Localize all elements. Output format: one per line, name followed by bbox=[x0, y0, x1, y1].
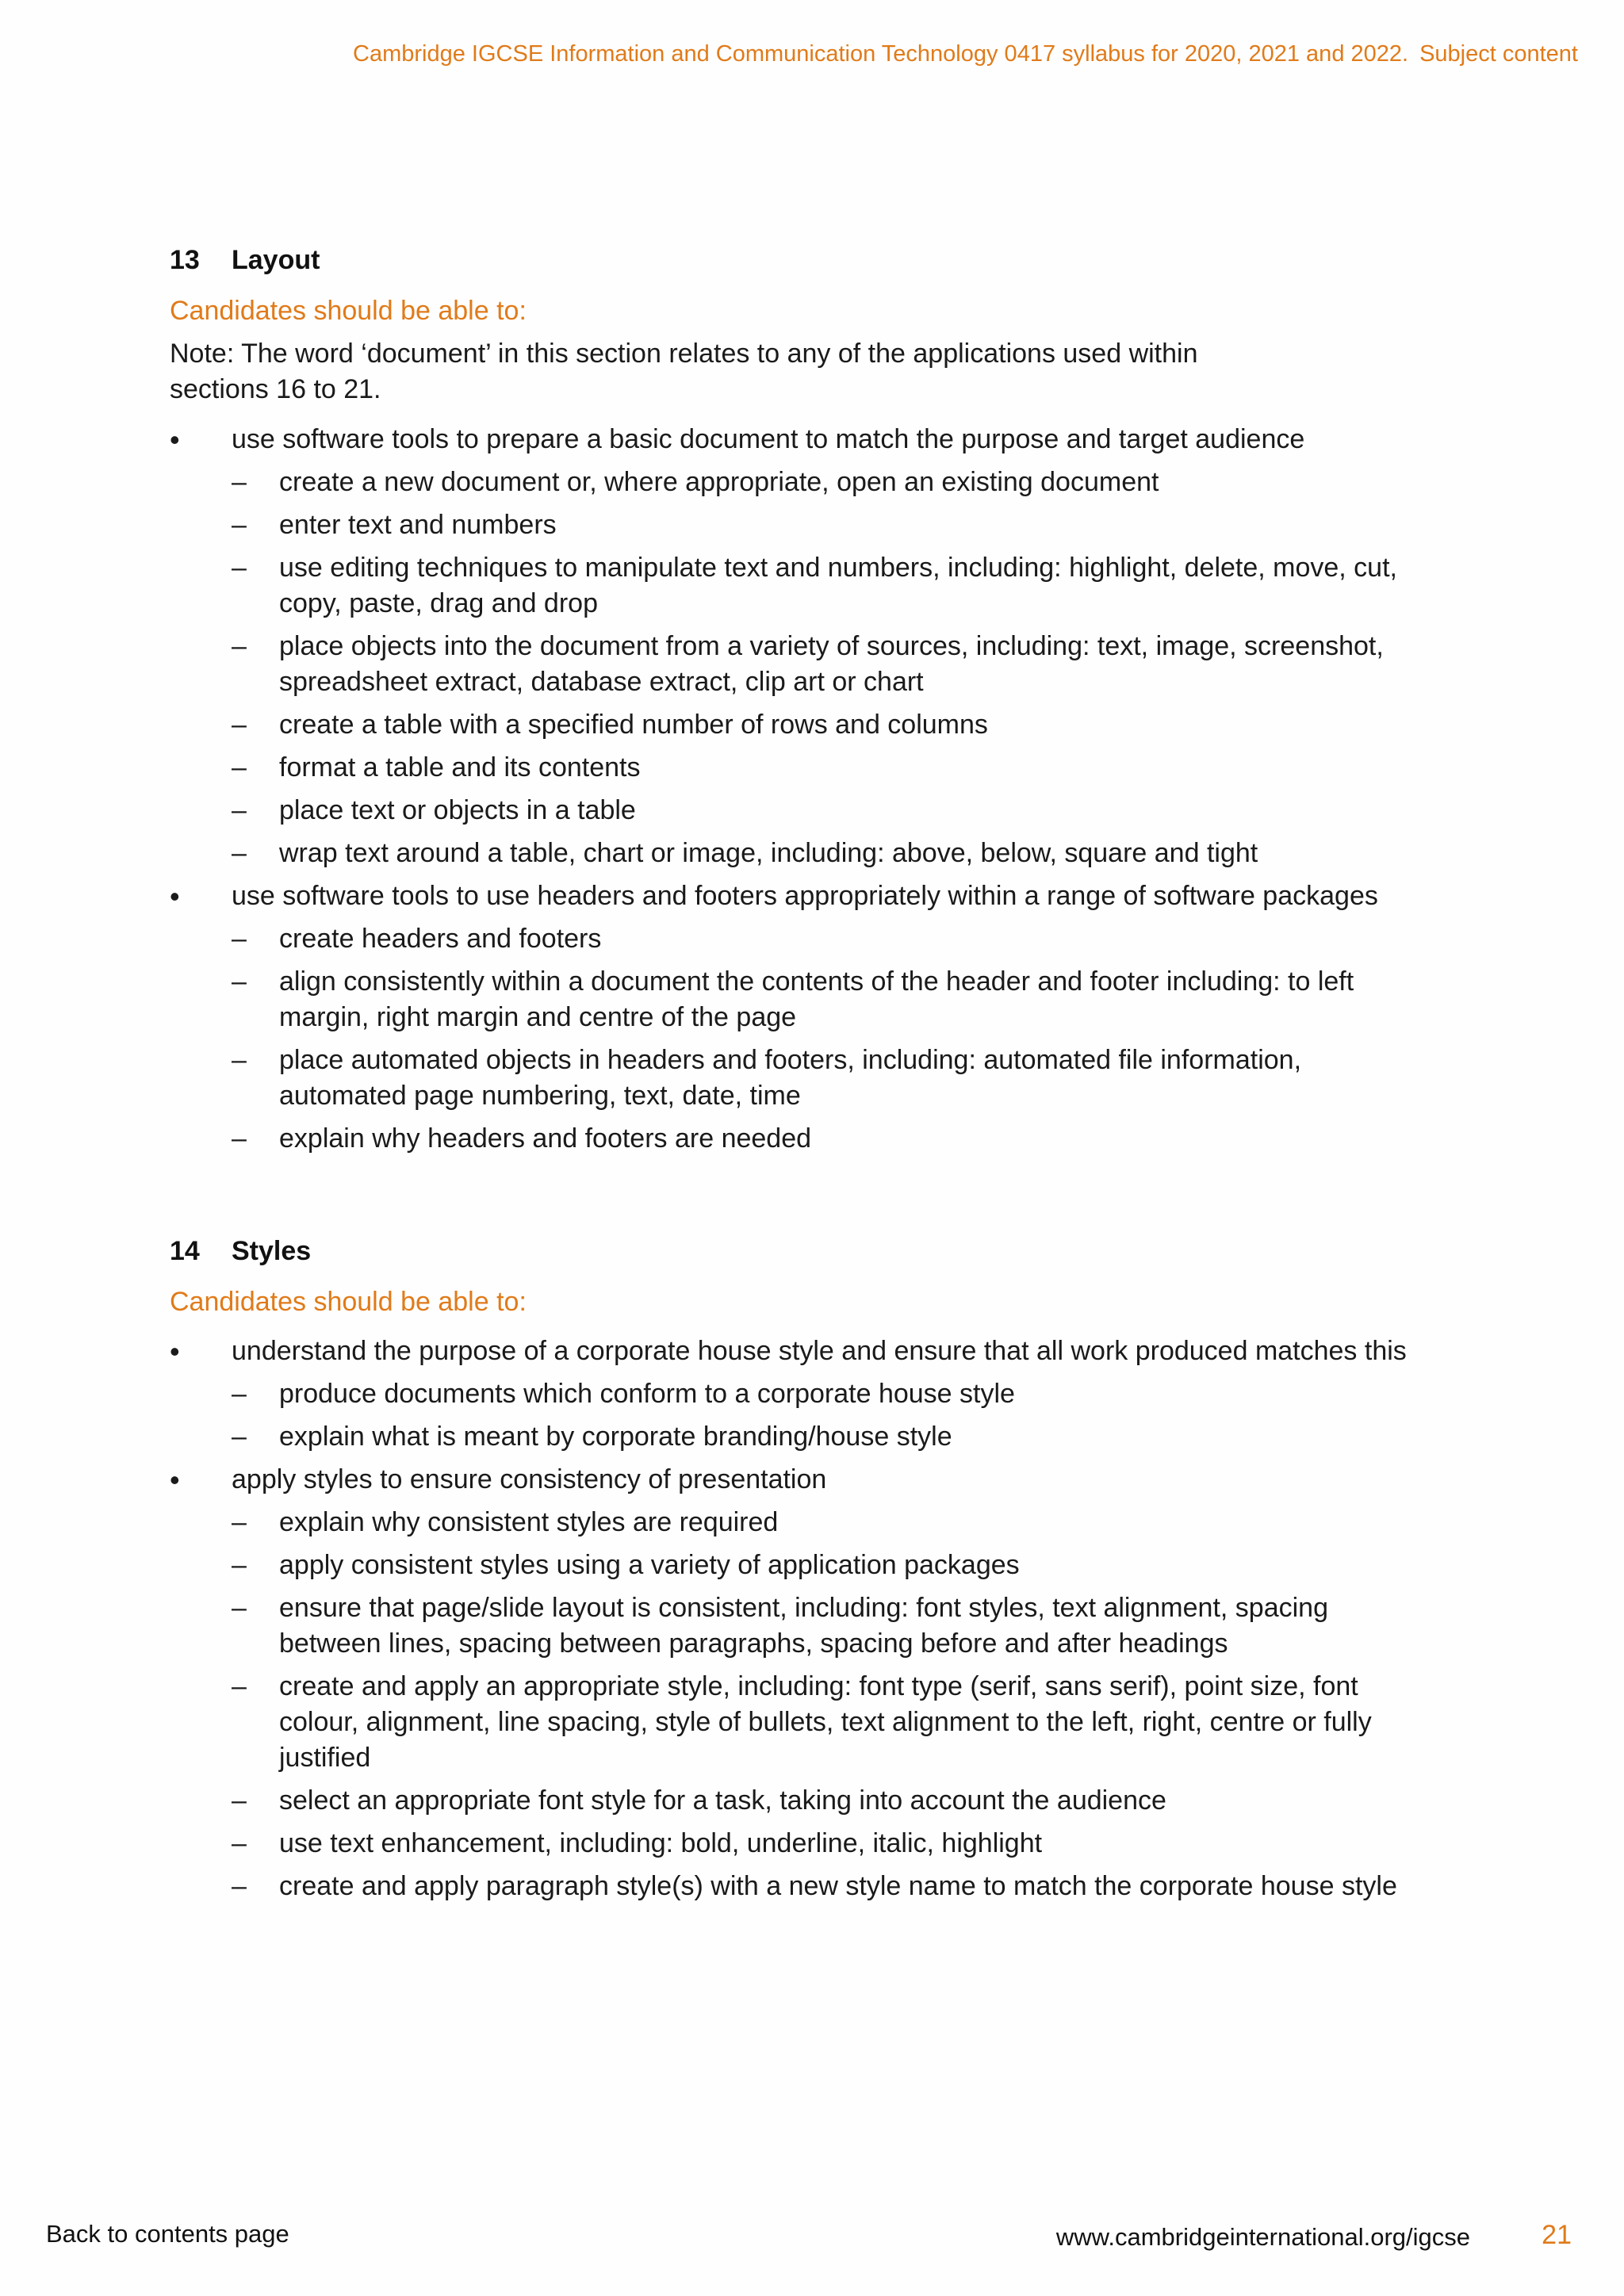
sub-text: create a table with a specified number of rows and columns bbox=[279, 710, 988, 740]
dash-icon: – bbox=[232, 631, 247, 661]
dash-icon: – bbox=[232, 710, 247, 740]
sub-item bbox=[232, 836, 1429, 871]
dash-icon: – bbox=[232, 1785, 247, 1816]
back-to-contents-link[interactable]: Back to contents page bbox=[46, 2220, 289, 2248]
bullet-item bbox=[170, 1462, 1438, 1904]
sub-text: wrap text around a table, chart or image, including: above, below, square and tight bbox=[279, 838, 1258, 868]
bullet-item bbox=[170, 422, 1438, 871]
bullet-text: apply styles to ensure consistency of presentation bbox=[232, 1464, 827, 1494]
sub-item bbox=[232, 507, 1429, 543]
sub-item bbox=[232, 1548, 1429, 1583]
sub-list bbox=[232, 1376, 1438, 1455]
dash-icon: – bbox=[232, 1123, 247, 1154]
section-title: Layout bbox=[232, 245, 320, 275]
sub-text: explain why headers and footers are needed bbox=[279, 1123, 812, 1154]
bullet-text: use software tools to use headers and footers appropriately within a range of software packages bbox=[232, 881, 1378, 911]
sub-item bbox=[232, 1590, 1429, 1662]
sub-item bbox=[232, 793, 1429, 828]
dash-icon: – bbox=[232, 1422, 247, 1452]
section-note: Note: The word ‘document’ in this section relates to any of the applications used within sections 16 to 21. bbox=[170, 339, 1198, 404]
sub-item bbox=[232, 1783, 1429, 1819]
sub-text: explain what is meant by corporate branding/house style bbox=[279, 1422, 952, 1452]
dash-icon: – bbox=[232, 1871, 247, 1901]
sub-text: place text or objects in a table bbox=[279, 795, 636, 825]
sub-text: create headers and footers bbox=[279, 924, 602, 954]
dash-icon: – bbox=[232, 1550, 247, 1580]
sub-item bbox=[232, 964, 1429, 1035]
bullet-text: understand the purpose of a corporate house style and ensure that all work produced matches this bbox=[232, 1336, 1407, 1366]
section-title: Styles bbox=[232, 1236, 312, 1266]
sub-text: enter text and numbers bbox=[279, 510, 557, 540]
sub-item bbox=[232, 1419, 1429, 1455]
section-heading bbox=[170, 243, 1438, 277]
sub-item bbox=[232, 1505, 1429, 1540]
section-layout bbox=[170, 243, 1438, 1164]
sub-item bbox=[232, 1121, 1429, 1157]
sub-item bbox=[232, 1826, 1429, 1862]
header-title: Cambridge IGCSE Information and Communication Technology 0417 syllabus for 2020, 2021 and 2022. bbox=[353, 41, 1409, 67]
dash-icon: – bbox=[232, 1593, 247, 1623]
sub-item bbox=[232, 1669, 1429, 1776]
dash-icon: – bbox=[232, 795, 247, 825]
bullet-icon: • bbox=[170, 1464, 180, 1496]
sub-text: place automated objects in headers and footers, including: automated file information, automated page numbering, text, date, time bbox=[279, 1045, 1302, 1111]
bullet-list bbox=[170, 1334, 1438, 1904]
sub-text: use text enhancement, including: bold, underline, italic, highlight bbox=[279, 1828, 1043, 1858]
sub-text: use editing techniques to manipulate text and numbers, including: highlight, delete, move, cut, copy, paste, drag and drop bbox=[279, 553, 1397, 618]
dash-icon: – bbox=[232, 553, 247, 583]
sub-item bbox=[232, 1043, 1429, 1114]
bullet-item bbox=[170, 878, 1438, 1157]
bullet-icon: • bbox=[170, 423, 180, 456]
sub-text: apply consistent styles using a variety of application packages bbox=[279, 1550, 1020, 1580]
sub-item bbox=[232, 750, 1429, 786]
website-link[interactable]: www.cambridgeinternational.org/igcse bbox=[1055, 2223, 1470, 2251]
section-heading bbox=[170, 1234, 1438, 1269]
page-number: 21 bbox=[1542, 2220, 1572, 2250]
sub-text: create and apply paragraph style(s) with a new style name to match the corporate house style bbox=[279, 1871, 1397, 1901]
dash-icon: – bbox=[232, 1671, 247, 1701]
bullet-item bbox=[170, 1334, 1438, 1455]
sub-text: create a new document or, where appropriate, open an existing document bbox=[279, 467, 1159, 497]
sub-text: place objects into the document from a variety of sources, including: text, image, screenshot, spreadsheet extract, database extract, clip art or chart bbox=[279, 631, 1384, 697]
dash-icon: – bbox=[232, 1045, 247, 1075]
sub-list bbox=[232, 465, 1438, 871]
running-header bbox=[353, 41, 1578, 67]
sub-text: explain why consistent styles are required bbox=[279, 1507, 779, 1537]
sub-item bbox=[232, 550, 1429, 622]
dash-icon: – bbox=[232, 924, 247, 954]
section-number: 14 bbox=[170, 1236, 200, 1266]
sub-list bbox=[232, 921, 1438, 1157]
header-section-label: Subject content bbox=[1419, 41, 1578, 67]
sub-item bbox=[232, 465, 1429, 500]
bullet-list bbox=[170, 422, 1438, 1157]
sub-text: align consistently within a document the contents of the header and footer including: to left margin, right margin and centre of the page bbox=[279, 966, 1354, 1032]
dash-icon: – bbox=[232, 510, 247, 540]
sub-list bbox=[232, 1505, 1438, 1904]
candidates-intro: Candidates should be able to: bbox=[170, 296, 527, 326]
sub-text: ensure that page/slide layout is consistent, including: font styles, text alignment, spacing between lines, spacing between paragraphs, spacing before and after headings bbox=[279, 1593, 1328, 1659]
sub-item bbox=[232, 921, 1429, 957]
bullet-icon: • bbox=[170, 880, 180, 913]
dash-icon: – bbox=[232, 752, 247, 783]
dash-icon: – bbox=[232, 838, 247, 868]
dash-icon: – bbox=[232, 1828, 247, 1858]
sub-text: create and apply an appropriate style, including: font type (serif, sans serif), point size, font colour, alignment, line spacing, style of bullets, text alignment to the left, right, centre or fully justified bbox=[279, 1671, 1372, 1773]
sub-item bbox=[232, 707, 1429, 743]
sub-text: select an appropriate font style for a task, taking into account the audience bbox=[279, 1785, 1166, 1816]
dash-icon: – bbox=[232, 467, 247, 497]
dash-icon: – bbox=[232, 1507, 247, 1537]
sub-item bbox=[232, 629, 1429, 700]
candidates-intro: Candidates should be able to: bbox=[170, 1287, 527, 1317]
sub-item bbox=[232, 1376, 1429, 1412]
sub-text: format a table and its contents bbox=[279, 752, 641, 783]
section-number: 13 bbox=[170, 245, 200, 275]
sub-text: produce documents which conform to a corporate house style bbox=[279, 1379, 1015, 1409]
sub-item bbox=[232, 1869, 1429, 1904]
bullet-text: use software tools to prepare a basic document to match the purpose and target audience bbox=[232, 424, 1305, 454]
section-styles bbox=[170, 1234, 1438, 1911]
dash-icon: – bbox=[232, 966, 247, 997]
bullet-icon: • bbox=[170, 1335, 180, 1368]
dash-icon: – bbox=[232, 1379, 247, 1409]
